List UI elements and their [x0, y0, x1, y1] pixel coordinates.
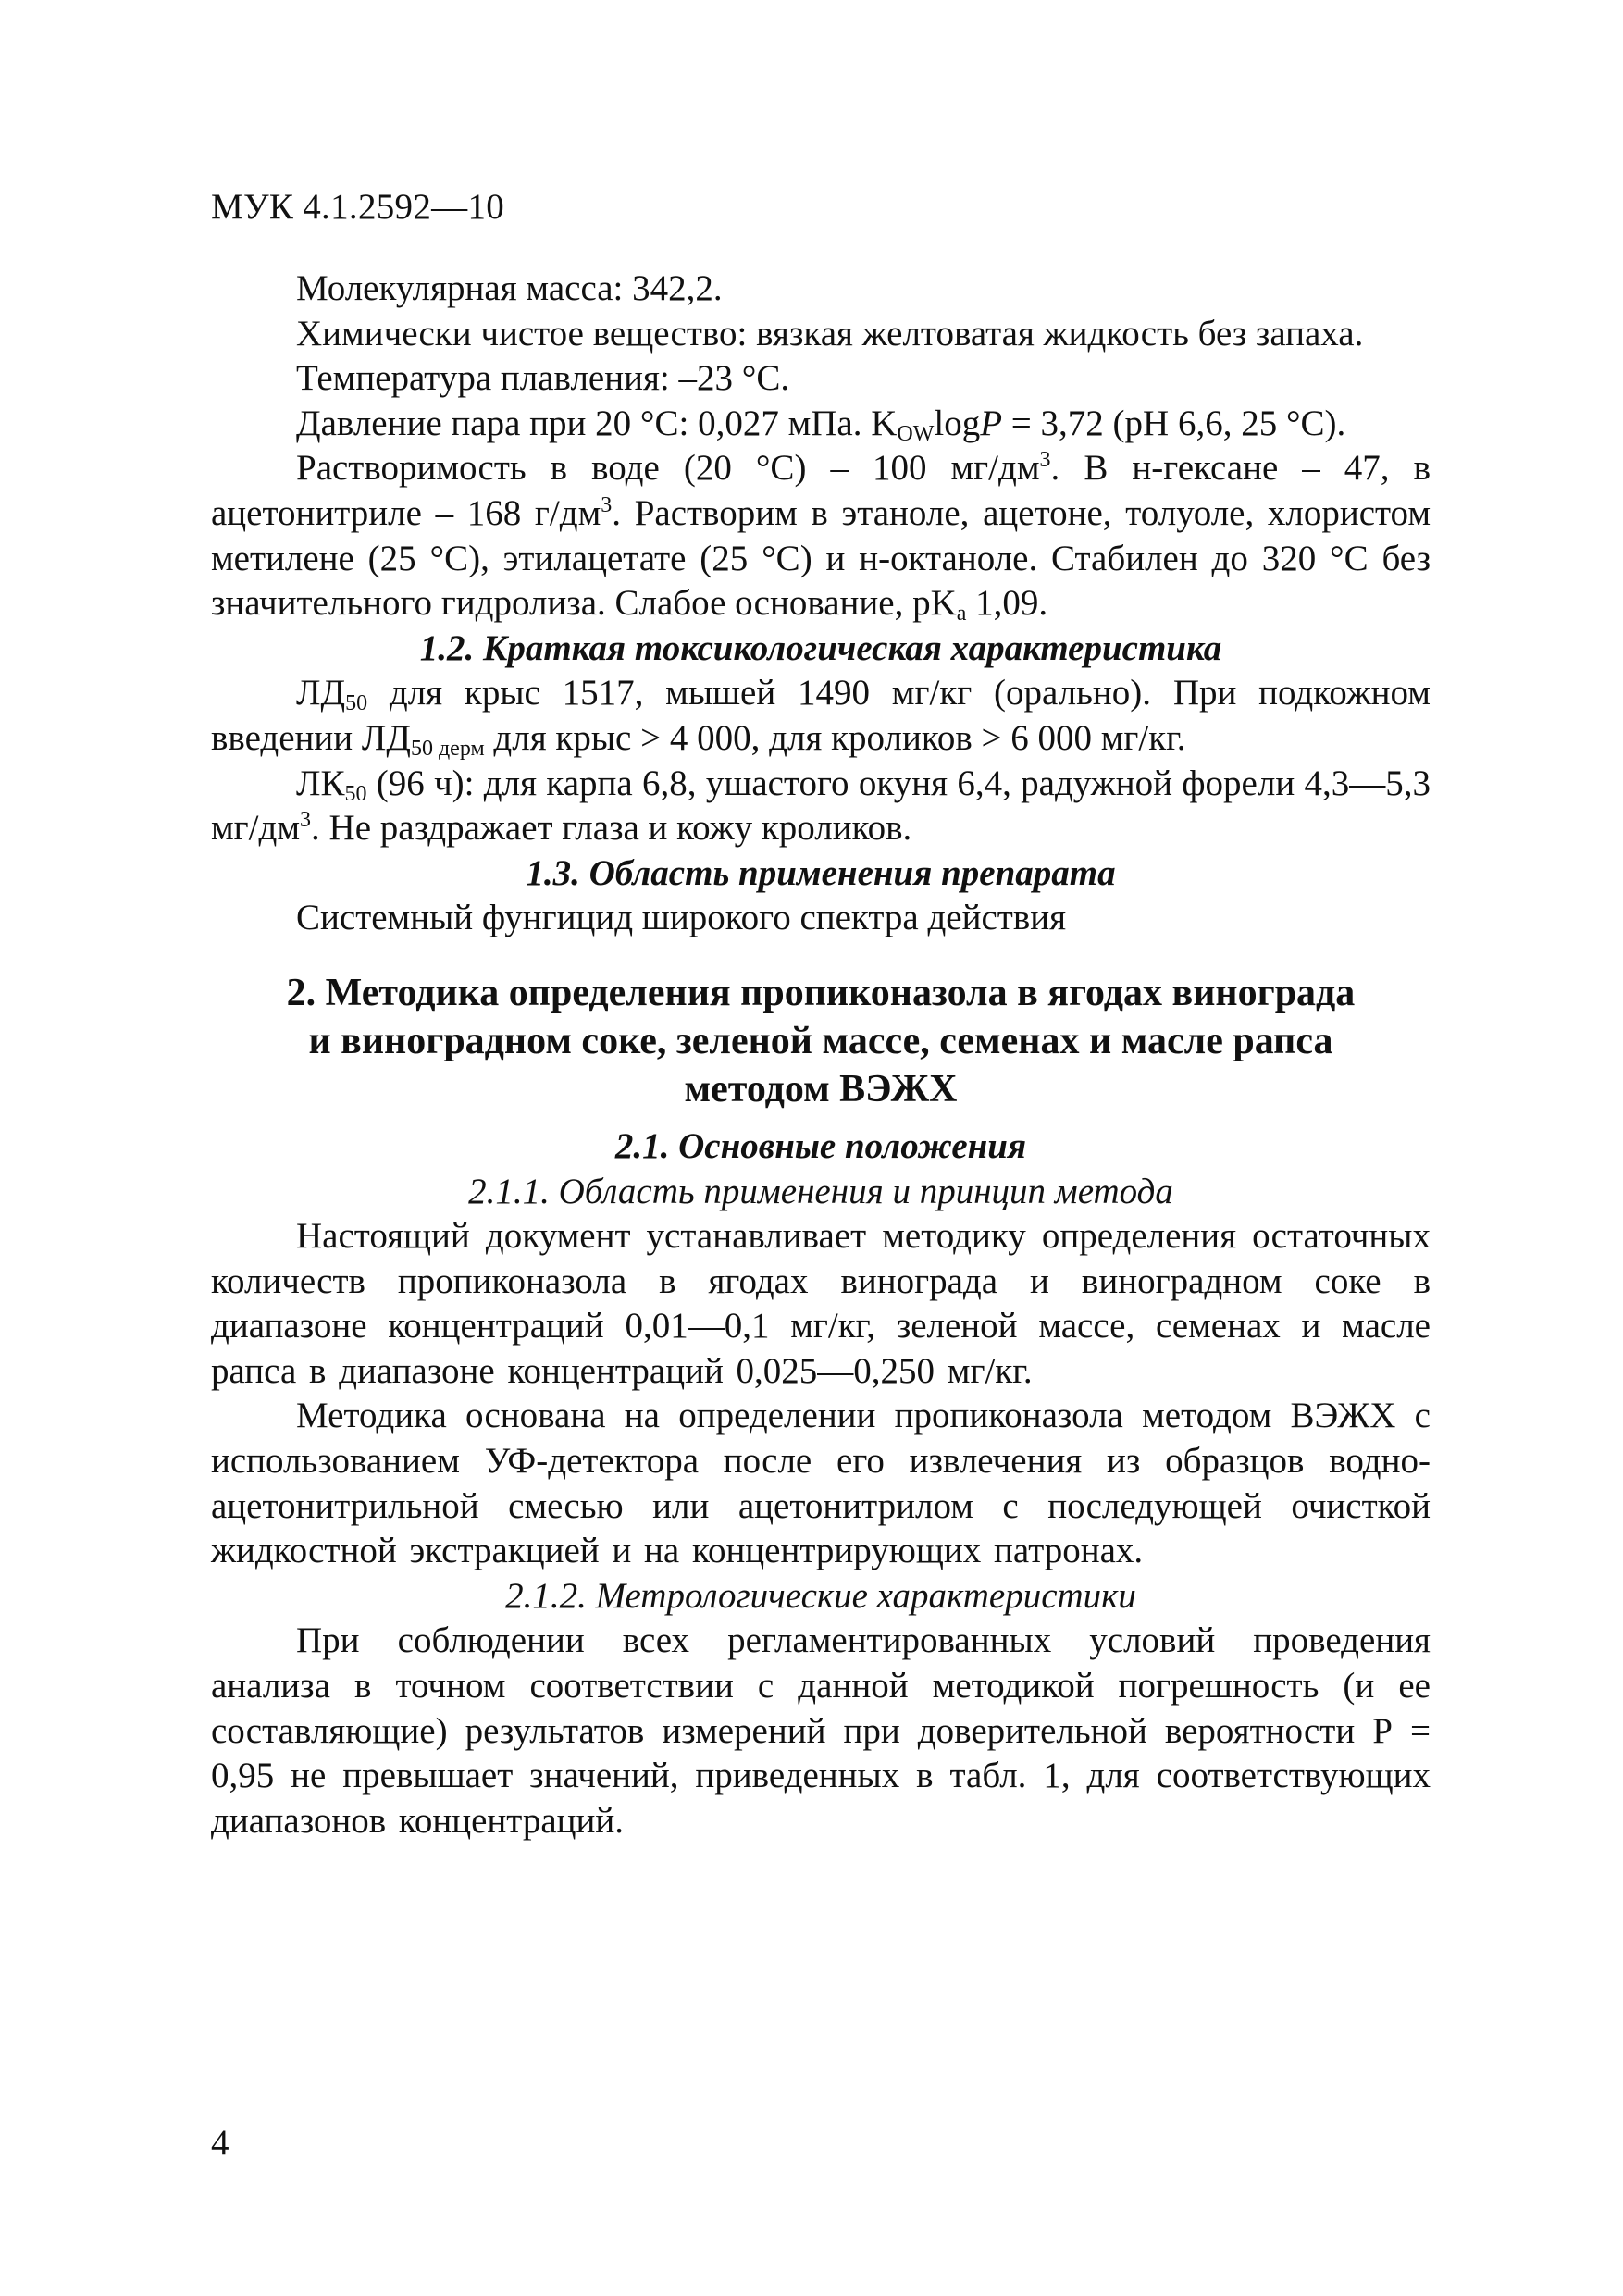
- metrology-paragraph: При соблюдении всех регламентированных условий проведения анализа в точном соответствии с данной методикой погрешность (и ее составляющие) результатов измерений при доверительной вероятности Р = 0,95 не превышает значений, приведенных в табл. 1, для соответствующих диапазонов концентраций.: [211, 1620, 1431, 1841]
- ld-sub-1: 50: [345, 691, 368, 716]
- molar-mass-line: Молекулярная масса: 342,2.: [296, 268, 723, 308]
- lk-text-c: . Не раздражает глаза и кожу кроликов.: [311, 808, 912, 849]
- solubility-sub: a: [956, 602, 967, 627]
- solubility-sup-1: 3: [1039, 448, 1051, 473]
- lk-sup: 3: [300, 808, 312, 833]
- solubility-sup-2: 3: [601, 492, 613, 517]
- lk50-paragraph: [211, 762, 1431, 851]
- scope-paragraph: Настоящий документ устанавливает методику определения остаточных количеств пропиконазола в ягодах винограда и виноградном соке в диапазоне концентраций 0,01—0,1 мг/кг, зеленой массе, семенах и масле рапса в диапазоне концентраций 0,025—0,250 мг/кг.: [211, 1216, 1431, 1391]
- solubility-paragraph: [211, 446, 1431, 626]
- vapor-log: log: [934, 403, 981, 443]
- lk-sub: 50: [344, 781, 367, 806]
- ld50-paragraph: [211, 671, 1431, 761]
- solubility-text-d: 1,09.: [966, 583, 1048, 624]
- lk-text-b: (96 ч): для карпа 6,8, ушастого окуня 6,4, радужной форели 4,3—5,3 мг/дм: [211, 763, 1431, 849]
- vapor-p: P: [980, 403, 1003, 443]
- section-1-3-heading: 1.3. Область применения препарата: [526, 852, 1116, 893]
- pure-substance-line: Химически чистое вещество: вязкая желтоватая жидкость без запаха.: [296, 313, 1364, 354]
- melting-point-line: Температура плавления: –23 °С.: [296, 358, 790, 399]
- section-2-1-2-heading: 2.1.2. Метрологические характеристики: [505, 1575, 1136, 1616]
- section-2-heading-line-3: методом ВЭЖХ: [684, 1067, 958, 1111]
- ld-text-a: ЛД: [296, 673, 346, 714]
- page-number: 4: [211, 2123, 229, 2163]
- vapor-subscript: OW: [897, 421, 935, 446]
- section-2-heading-line-1: 2. Методика определения пропиконазола в ягодах винограда: [286, 971, 1356, 1014]
- page-body: [211, 267, 1431, 1843]
- solubility-text-b: . В н-гексане – 47, в ацетонитриле – 168 г/дм: [211, 448, 1431, 533]
- application-text: Системный фунгицид широкого спектра действия: [296, 898, 1067, 938]
- solubility-text-a: Растворимость в воде (20 °С) – 100 мг/дм: [296, 448, 1040, 489]
- section-2-heading-line-2: и виноградном соке, зеленой массе, семенах и масле рапса: [308, 1019, 1333, 1062]
- lk-text-a: ЛК: [296, 763, 345, 803]
- vapor-text-a: Давление пара при 20 °С: 0,027 мПа. K: [296, 403, 898, 443]
- principle-paragraph: Методика основана на определении пропиконазола методом ВЭЖХ с использованием УФ-детектора после его извлечения из образцов водно-ацетонитрильной смесью или ацетонитрилом с последующей очисткой жидкостной экстракцией и на концентрирующих патронах.: [211, 1396, 1431, 1571]
- section-2-heading: [211, 969, 1431, 1113]
- ld-text-c: для крыс > 4 000, для кроликов > 6 000 мг/кг.: [484, 717, 1186, 758]
- vapor-pressure-line: [211, 402, 1431, 447]
- solubility-text-c: . Растворим в этаноле, ацетоне, толуоле, хлористом метилене (25 °С), этилацетате (25 °С) и н-октаноле. Стабилен до 320 °С без значительного гидролиза. Слабое основание, pK: [211, 492, 1431, 624]
- section-2-1-heading: 2.1. Основные положения: [614, 1125, 1027, 1166]
- vapor-text-b: = 3,72 (pH 6,6, 25 °С).: [1002, 403, 1346, 443]
- section-1-2-heading: 1.2. Краткая токсикологическая характеристика: [419, 627, 1222, 668]
- ld-text-b: для крыс 1517, мышей 1490 мг/кг (орально). При подкожном введении ЛД: [211, 673, 1431, 758]
- section-2-1-1-heading: 2.1.1. Область применения и принцип метода: [468, 1171, 1173, 1211]
- running-header: МУК 4.1.2592—10: [211, 187, 505, 227]
- ld-sub-2: 50 дерм: [410, 736, 485, 761]
